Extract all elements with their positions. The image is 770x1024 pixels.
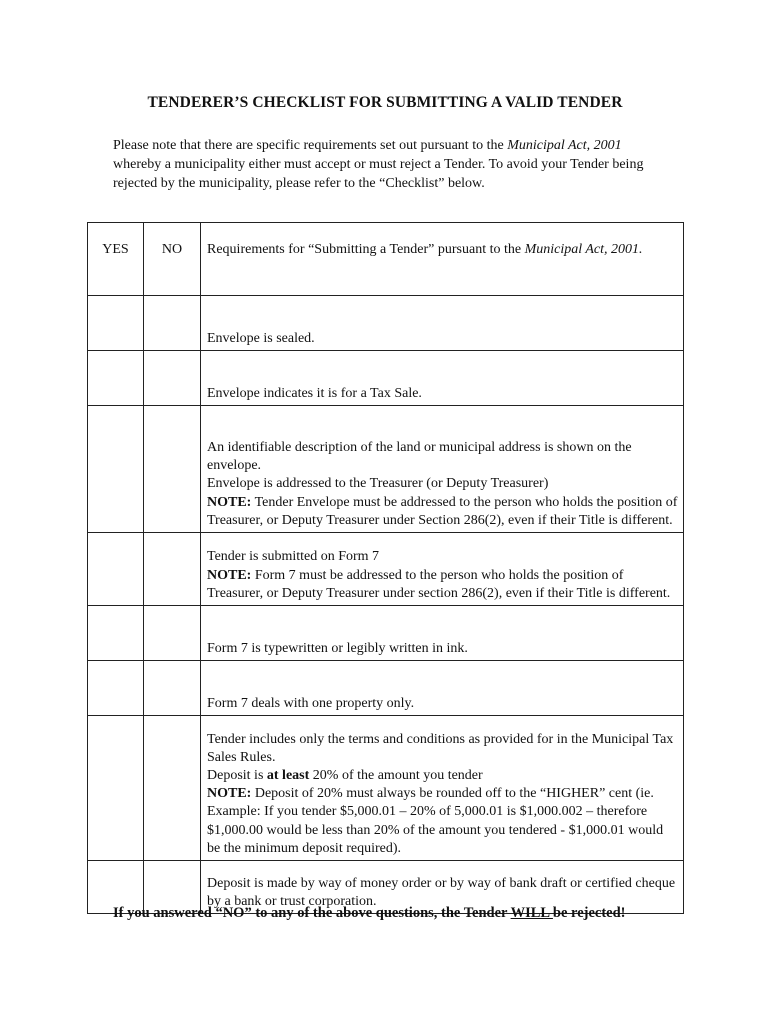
- yes-cell[interactable]: [88, 351, 144, 406]
- yes-cell[interactable]: [88, 606, 144, 661]
- note-text: Tender Envelope must be addressed to the person who holds the position of Treasurer, or Deputy Treasurer under Section 286(2), even if their Title is different.: [207, 494, 678, 528]
- table-row: [88, 296, 684, 351]
- intro-text-before: Please note that there are specific requirements set out pursuant to the: [113, 138, 508, 153]
- page-title: TENDERER’S CHECKLIST FOR SUBMITTING A VALID TENDER: [147, 94, 623, 111]
- yes-cell[interactable]: [88, 661, 144, 716]
- footer-warning: [113, 905, 626, 922]
- no-cell[interactable]: [144, 296, 201, 351]
- requirement-text: [207, 767, 679, 785]
- table-row: [88, 406, 684, 533]
- note-label: NOTE:: [207, 494, 252, 510]
- header-no: NO: [144, 223, 201, 296]
- yes-cell[interactable]: [88, 533, 144, 606]
- yes-cell[interactable]: [88, 296, 144, 351]
- deposit-post: 20% of the amount you tender: [309, 767, 483, 783]
- requirement-note: [207, 567, 679, 603]
- yes-cell[interactable]: [88, 716, 144, 861]
- requirement-text: An identifiable description of the land or municipal address is shown on the envelope.: [207, 439, 632, 474]
- intro-text-after: whereby a municipality either must accept or must reject a Tender. To avoid your Tender being rejected by the municipality, please refer to the “Checklist” below.: [113, 157, 644, 191]
- requirement-cell: [201, 406, 684, 533]
- requirement-cell: [201, 351, 684, 406]
- requirement-text: Deposit is made by way of money order or by way of bank draft or certified cheque by a bank or trust corporation.: [207, 875, 676, 909]
- requirement-text: Form 7 deals with one property only.: [207, 695, 415, 711]
- table-row: [88, 533, 684, 606]
- checklist-table: [87, 222, 684, 914]
- deposit-bold: at least: [266, 767, 310, 783]
- header-req-act: Municipal Act, 2001.: [524, 242, 643, 257]
- requirement-text: Envelope is sealed.: [207, 330, 315, 346]
- requirement-cell: [201, 606, 684, 661]
- requirement-note: [207, 494, 679, 530]
- requirement-text: Tender is submitted on Form 7: [207, 549, 380, 565]
- requirement-cell: [201, 661, 684, 716]
- footer-will: WILL: [510, 905, 553, 921]
- no-cell[interactable]: [144, 351, 201, 406]
- no-cell[interactable]: [144, 533, 201, 606]
- table-row: [88, 716, 684, 861]
- requirement-text: Form 7 is typewritten or legibly written in ink.: [207, 640, 468, 656]
- no-cell[interactable]: [144, 716, 201, 861]
- footer-pre: If you answered “NO” to any of the above questions, the Tender: [113, 905, 511, 921]
- header-requirements: [201, 223, 684, 296]
- yes-cell[interactable]: [88, 406, 144, 533]
- header-yes: YES: [88, 223, 144, 296]
- requirement-cell: [201, 296, 684, 351]
- note-label: NOTE:: [207, 567, 252, 583]
- no-cell[interactable]: [144, 406, 201, 533]
- requirement-text: Envelope indicates it is for a Tax Sale.: [207, 385, 422, 401]
- table-header-row: [88, 223, 684, 296]
- table-row: [88, 351, 684, 406]
- note-text: Deposit of 20% must always be rounded off to the “HIGHER” cent (ie. Example: If you tender $5,000.01 – 20% of 5,000.01 is $1,000.002 – therefore $1,000.00 would be less than 20% of the amount you tendered - $1,000.01 would be the minimum deposit required).: [207, 786, 664, 856]
- intro-paragraph: [113, 136, 653, 193]
- table-row: [88, 661, 684, 716]
- header-req-text: Requirements for “Submitting a Tender” pursuant to the: [207, 242, 525, 257]
- no-cell[interactable]: [144, 606, 201, 661]
- requirement-text: Tender includes only the terms and conditions as provided for in the Municipal Tax Sales Rules.: [207, 731, 674, 765]
- requirement-cell: [201, 716, 684, 861]
- table-row: [88, 606, 684, 661]
- footer-post: be rejected!: [552, 905, 626, 921]
- requirement-text: Envelope is addressed to the Treasurer (or Deputy Treasurer): [207, 476, 549, 492]
- requirement-note: [207, 785, 679, 858]
- no-cell[interactable]: [144, 661, 201, 716]
- note-label: NOTE:: [207, 786, 252, 802]
- requirement-cell: [201, 533, 684, 606]
- note-text: Form 7 must be addressed to the person who holds the position of Treasurer, or Deputy Treasurer under section 286(2), even if their Title is different.: [207, 567, 671, 601]
- intro-act-name: Municipal Act, 2001: [507, 138, 622, 153]
- deposit-pre: Deposit is: [207, 767, 267, 783]
